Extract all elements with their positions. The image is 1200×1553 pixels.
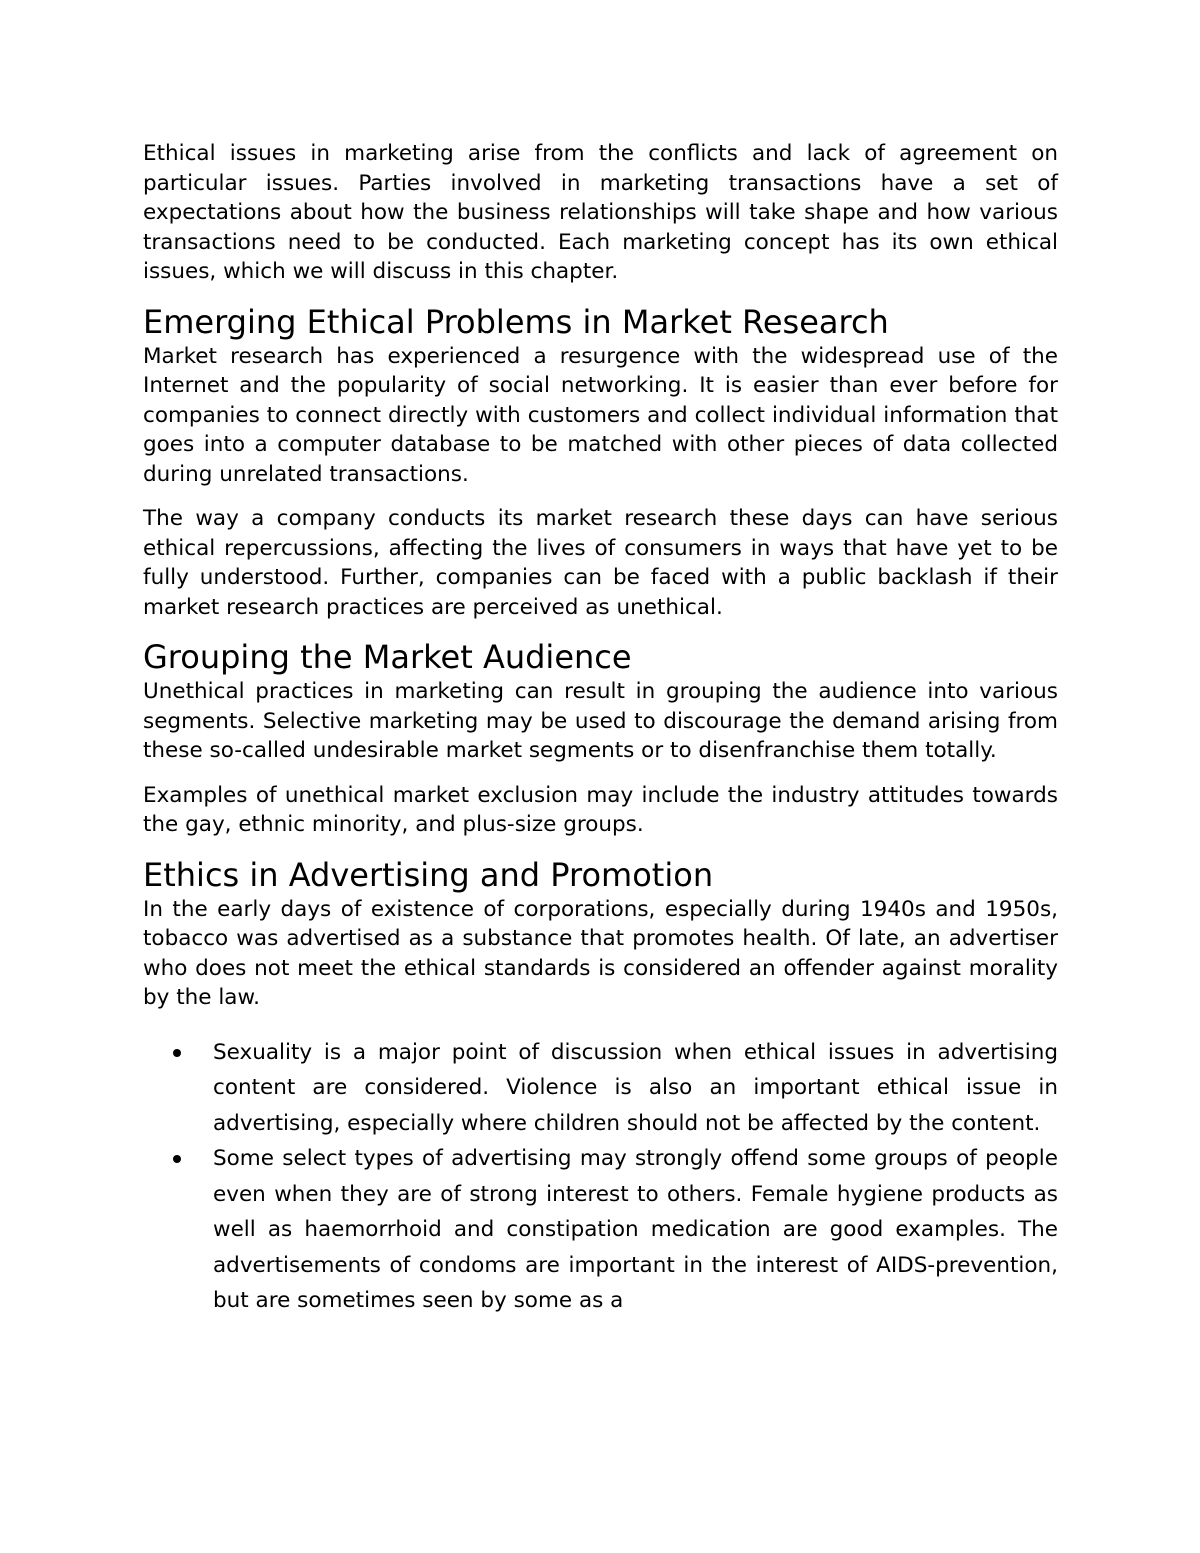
paragraph: Market research has experienced a resurgence with the widespread use of the Internet and the popularity of social networking. It is easier than ever before for companies to connect directly with customers and collect individual information that goes into a computer database to be matched with other pieces of data collected during unrelated transactions.	[143, 343, 1058, 487]
bullet-list	[143, 1035, 1058, 1319]
heading-advertising-promotion: Ethics in Advertising and Promotion	[143, 855, 714, 894]
paragraph: Unethical practices in marketing can result in grouping the audience into various segments. Selective marketing may be used to discourage the demand arising from these so-called undesirable market segments or to disenfranchise them totally.	[143, 679, 1058, 763]
paragraph: Examples of unethical market exclusion may include the industry attitudes towards the gay, ethnic minority, and plus-size groups.	[143, 782, 1058, 837]
paragraph: In the early days of existence of corporations, especially during 1940s and 1950s, tobacco was advertised as a substance that promotes health. Of late, an advertiser who does not meet the ethical standards is considered an offender against morality by the law.	[143, 896, 1058, 1010]
intro-paragraph: Ethical issues in marketing arise from the conflicts and lack of agreement on particular issues. Parties involved in marketing transactions have a set of expectations about how the business relationships will take shape and how various transactions need to be conducted. Each marketing concept has its own ethical issues, which we will discuss in this chapter.	[143, 141, 1058, 284]
heading-grouping-audience: Grouping the Market Audience	[143, 638, 632, 676]
list-item-text: Sexuality is a major point of discussion when ethical issues in advertising content are considered. Violence is also an important ethical issue in advertising, especially where children should not be affected by the content.	[213, 1039, 1058, 1136]
bullet-icon	[173, 1155, 181, 1163]
list-item	[213, 1141, 1058, 1319]
list-item	[213, 1035, 1058, 1142]
list-item-text: Some select types of advertising may strongly offend some groups of people even when they are of strong interest to others. Female hygiene products as well as haemorrhoid and constipation medication are good examples. The advertisements of condoms are important in the interest of AIDS-prevention, but are sometimes seen by some as a	[213, 1146, 1058, 1313]
document-body	[143, 139, 1058, 1319]
paragraph: The way a company conducts its market research these days can have serious ethical repercussions, affecting the lives of consumers in ways that have yet to be fully understood. Further, companies can be faced with a public backlash if their market research practices are perceived as unethical.	[143, 506, 1058, 620]
bullet-icon	[173, 1049, 181, 1057]
heading-market-research: Emerging Ethical Problems in Market Research	[143, 302, 889, 341]
